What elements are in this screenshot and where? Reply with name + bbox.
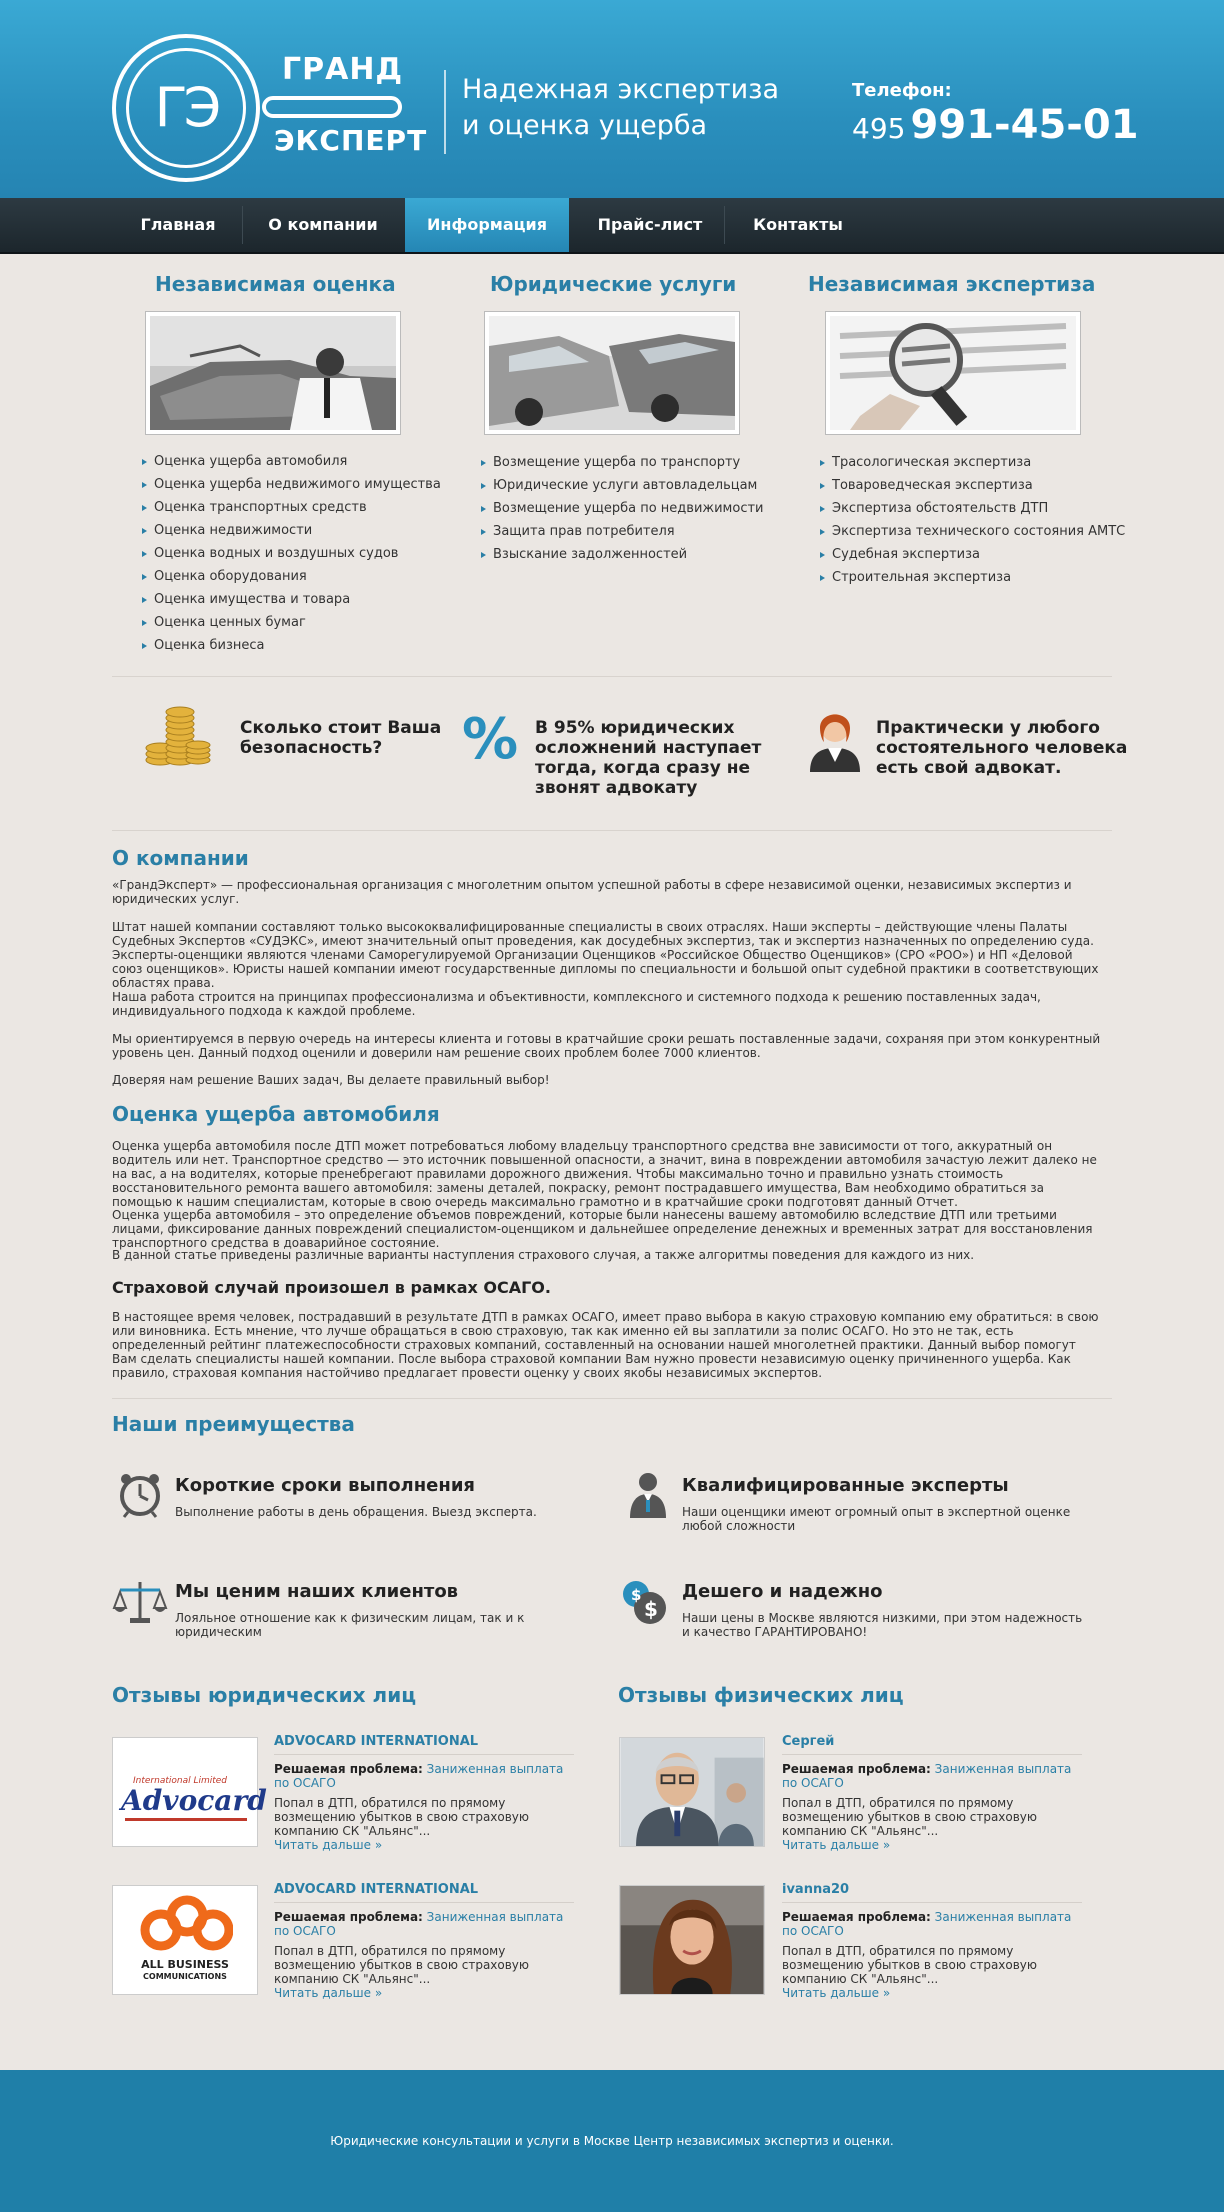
car-damage-inspection-image — [150, 316, 396, 430]
promo-line: Сколько стоит Ваша — [240, 718, 442, 738]
abc-logo-mark — [139, 1894, 233, 1954]
list-item[interactable]: Экспертиза обстоятельств ДТП — [818, 497, 1125, 520]
promo-text-security — [240, 718, 441, 758]
list-item[interactable]: Оценка водных и воздушных судов — [140, 542, 441, 565]
nav-item-info[interactable]: Информация — [405, 198, 569, 252]
list-item[interactable]: Оценка недвижимости — [140, 519, 441, 542]
nav-item-home[interactable]: Главная — [140, 215, 216, 234]
site-header — [0, 0, 1224, 198]
man-photo-image — [620, 1738, 764, 1846]
logo[interactable] — [112, 34, 428, 184]
advocard-logo-text: Advocard — [121, 1784, 267, 1817]
advantage-desc-line: юридическим — [175, 1625, 262, 1639]
nav-separator — [242, 206, 243, 244]
advantage-desc — [682, 1611, 1082, 1639]
review-name[interactable]: Сергей — [782, 1734, 835, 1749]
abc-logo[interactable] — [112, 1885, 258, 1995]
list-item[interactable]: Товароведческая экспертиза — [818, 474, 1125, 497]
list-item[interactable]: Оценка ущерба автомобиля — [140, 450, 441, 473]
coins-money-icon — [620, 1578, 668, 1626]
car-collision-image — [489, 316, 735, 430]
reviews-private-title: Отзывы физических лиц — [618, 1683, 904, 1707]
list-item[interactable]: Взыскание задолженностей — [479, 543, 764, 566]
list-item[interactable]: Возмещение ущерба по транспорту — [479, 451, 764, 474]
review-name[interactable]: ADVOCARD INTERNATIONAL — [274, 1734, 479, 1749]
list-item[interactable]: Трасологическая экспертиза — [818, 451, 1125, 474]
lawyer-avatar-icon — [806, 704, 864, 772]
promo-line: Практически у любого — [876, 718, 1100, 738]
advantage-desc — [175, 1611, 524, 1639]
advocard-logo-underline — [125, 1818, 247, 1821]
review-name[interactable]: ivanna20 — [782, 1882, 850, 1897]
about-paragraph: «ГрандЭксперт» — профессиональная организация с многолетним опытом успешной работы в сфере независимой оценки, независимых экспертиз и юридических услуг. — [112, 878, 1072, 906]
service-list-valuation — [140, 450, 441, 657]
list-item[interactable]: Оценка оборудования — [140, 565, 441, 588]
promo-text-lawyer — [876, 718, 1127, 778]
osago-paragraph: В настоящее время человек, пострадавший в результате ДТП в рамках ОСАГО, имеет право выбора в какую страховую компанию ему обратиться: в свою или виновника. Есть мнение, что лучше обращаться в свою страховую, так как именно ей вы заплатили за полис ОСАГО. Но это не так, есть определенный рейтинг платежеспособности страховых компаний, составленный на основании нашей многолетней практики. Данный выбор помогут Вам сделать специалисты нашей компании. После выбора страховой компании Вам нужно провести независимую оценку причиненного ущерба. Как правило, страховая компания настойчиво предлагает провести оценку у своих якобы независимых экспертов. — [112, 1310, 1099, 1380]
advantages-title: Наши преимущества — [112, 1412, 355, 1436]
read-more-link[interactable]: Читать дальше » — [782, 1986, 891, 2000]
advantage-desc — [175, 1505, 537, 1519]
advantage-desc-line: любой сложности — [682, 1519, 796, 1533]
phone[interactable] — [852, 102, 1139, 148]
car-damage-title: Оценка ущерба автомобиля — [112, 1102, 440, 1126]
advantage-title: Квалифицированные эксперты — [682, 1475, 1009, 1496]
advantage-title: Мы ценим наших клиентов — [175, 1581, 459, 1602]
list-item[interactable]: Оценка транспортных средств — [140, 496, 441, 519]
review-problem — [782, 1762, 1082, 1790]
read-more-link[interactable]: Читать дальше » — [274, 1986, 383, 2000]
advantage-title: Короткие сроки выполнения — [175, 1475, 475, 1496]
list-item[interactable]: Оценка бизнеса — [140, 634, 441, 657]
about-paragraph: Наша работа строится на принципах профессионализма и объективности, комплексного и системного подхода к решению поставленных задач, индивидуального подхода к каждой проблеме. — [112, 990, 1041, 1018]
review-name[interactable]: ADVOCARD INTERNATIONAL — [274, 1882, 479, 1897]
abc-logo-line1: ALL BUSINESS — [141, 1958, 229, 1971]
osago-subtitle: Страховой случай произошел в рамках ОСАГО. — [112, 1278, 551, 1297]
magnifier-tire-tracks-image — [830, 316, 1076, 430]
promo-line: В 95% юридических — [535, 718, 735, 738]
divider — [112, 676, 1112, 677]
advocard-logo[interactable] — [112, 1737, 267, 1847]
man-photo[interactable] — [619, 1737, 765, 1847]
scales-icon — [112, 1578, 168, 1626]
review-problem-label: Решаемая проблема: — [782, 1910, 931, 1924]
review-divider — [782, 1754, 1082, 1755]
coins-icon — [140, 696, 214, 770]
review-divider — [274, 1902, 574, 1903]
review-problem-link[interactable]: Заниженная выплата по ОСАГО — [782, 1910, 1072, 1938]
review-problem-label: Решаемая проблема: — [782, 1762, 931, 1776]
logo-bar — [262, 96, 402, 118]
car-damage-paragraph: В данной статье приведены различные варианты наступления страхового случая, а также алгоритмы поведения для каждого из них. — [112, 1248, 975, 1262]
nav-item-contacts[interactable]: Контакты — [753, 215, 843, 234]
reviews-legal-title: Отзывы юридических лиц — [112, 1683, 417, 1707]
divider — [112, 830, 1112, 831]
review-problem — [274, 1762, 574, 1790]
promo-line: безопасность? — [240, 738, 383, 758]
woman-photo-image — [620, 1886, 764, 1994]
promo-line: состоятельного человека — [876, 738, 1128, 758]
promo-line: осложнений наступает — [535, 738, 762, 758]
site-footer — [0, 2070, 1224, 2212]
tagline — [462, 72, 779, 144]
advocard-logo-subtitle: International Limited — [133, 1776, 228, 1786]
review-problem — [274, 1910, 574, 1938]
advantage-title: Дешего и надежно — [682, 1581, 883, 1602]
review-divider — [782, 1902, 1082, 1903]
advantage-desc — [682, 1505, 1070, 1533]
list-item[interactable]: Оценка имущества и товара — [140, 588, 441, 611]
logo-letters: ГЭ — [126, 48, 246, 168]
about-paragraph: Мы ориентируемся в первую очередь на интересы клиента и готовы в кратчайшие сроки решать поставленные задачи, сохраняя при этом конкурентный уровень цен. Данный подход оценили и доверили нам решение своих проблем более 7000 клиентов. — [112, 1032, 1101, 1060]
tagline-line-2: и оценка ущерба — [462, 110, 708, 141]
nav-separator — [724, 206, 725, 244]
advantage-desc-line: Выполнение работы в день обращения. Выезд эксперта. — [175, 1505, 537, 1519]
advantage-desc-line: Наши оценщики имеют огромный опыт в экспертной оценке — [682, 1505, 1071, 1519]
list-item[interactable]: Оценка ущерба недвижимого имущества — [140, 473, 441, 496]
divider — [112, 1398, 1112, 1399]
percent-icon: % — [462, 707, 519, 772]
tagline-line-1: Надежная экспертиза — [462, 74, 780, 105]
phone-label: Телефон: — [852, 80, 952, 101]
read-more-link[interactable]: Читать дальше » — [274, 1838, 383, 1852]
promo-line: есть свой адвокат. — [876, 758, 1062, 778]
list-item[interactable]: Экспертиза технического состояния АМТС — [818, 520, 1125, 543]
svg-text:$: $ — [631, 1586, 642, 1604]
review-problem-link[interactable]: Заниженная выплата по ОСАГО — [274, 1762, 564, 1790]
footer-text: Юридические консультации и услуги в Москве Центр независимых экспертиз и оценки. — [330, 2134, 894, 2148]
service-image-magnifier[interactable] — [825, 311, 1081, 435]
main-nav — [0, 198, 1224, 254]
list-item[interactable]: Судебная экспертиза — [818, 543, 1125, 566]
svg-text:$: $ — [644, 1597, 658, 1621]
service-list-expertise — [818, 451, 1125, 589]
review-problem-label: Решаемая проблема: — [274, 1762, 423, 1776]
list-item[interactable]: Строительная экспертиза — [818, 566, 1125, 589]
car-damage-paragraph: Оценка ущерба автомобиля – это определение объемов повреждений, которые были нанесены вашему автомобилю вследствие ДТП или третьими лицами, фиксирование данных повреждений специалистом-оценщиком и дальнейшее определение денежных и временных затрат для восстановления транспортного средства в доаварийное состояние. — [112, 1208, 1093, 1250]
review-problem-label: Решаемая проблема: — [274, 1910, 423, 1924]
review-text: Попал в ДТП, обратился по прямому возмещению убытков в свою страховую компанию СК "Альянс"... — [274, 1796, 530, 1838]
car-damage-paragraph: Оценка ущерба автомобиля после ДТП может потребоваться любому владельцу транспортного средства вне зависимости от того, аккуратный он водитель или нет. Транспортное средство — это источник повышенной опасности, а значит, вина в повреждении автомобиля зачастую лежит далеко не на вас, а на водителях, которые пренебрегают правилами дорожного движения. Чтобы максимально точно и правильно узнать стоимость восстановительного ремонта вашего автомобиля: замены деталей, покраску, ремонт пострадавшего имущества, Вам необходимо обратиться за помощью к нашим специалистам, которые в свою очередь максимально грамотно и в кратчайшие сроки подготовят данный Отчет. — [112, 1139, 1097, 1209]
advantage-desc-line: и качество ГАРАНТИРОВАНО! — [682, 1625, 868, 1639]
logo-word-grand: ГРАНД — [282, 52, 404, 87]
list-item[interactable]: Защита прав потребителя — [479, 520, 764, 543]
promo-line: тогда, когда сразу не — [535, 758, 751, 778]
clock-icon — [116, 1470, 164, 1518]
promo-line: звонят адвокату — [535, 778, 698, 798]
promo-text-lawyer-stat — [535, 718, 761, 798]
advantage-desc-line: Наши цены в Москве являются низкими, при этом надежность — [682, 1611, 1083, 1625]
read-more-link[interactable]: Читать дальше » — [782, 1838, 891, 1852]
review-problem — [782, 1910, 1082, 1938]
about-title: О компании — [112, 846, 249, 870]
logo-word-expert: ЭКСПЕРТ — [274, 124, 428, 157]
header-divider — [444, 70, 446, 154]
review-text: Попал в ДТП, обратился по прямому возмещению убытков в свою страховую компанию СК "Альянс"... — [782, 1796, 1038, 1838]
about-paragraph: Штат нашей компании составляют только высококвалифицированные специалисты в своих отраслях. Наши эксперты – действующие члены Палаты Судебных Экспертов «СУДЭКС», имеют значительный опыт проведения, как досудебных экспертиз, так и экспертиз назначенных по определению суда. Эксперты-оценщики являются членами Саморегулируемой Организации Оценщиков «Российское Общество Оценщиков» (СРО «РОО») и НП «Деловой союз оценщиков». Юристы нашей компании имеют государственные дипломы по специальности и большой опыт судебной практики в соответствующих областях права. — [112, 920, 1099, 990]
expert-icon — [624, 1470, 672, 1518]
nav-item-about[interactable]: О компании — [268, 215, 378, 234]
review-text: Попал в ДТП, обратился по прямому возмещению убытков в свою страховую компанию СК "Альянс"... — [782, 1944, 1038, 1986]
phone-code: 495 — [852, 112, 906, 145]
review-problem-link[interactable]: Заниженная выплата по ОСАГО — [782, 1762, 1072, 1790]
list-item[interactable]: Оценка ценных бумаг — [140, 611, 441, 634]
service-title-expertise[interactable]: Независимая экспертиза — [808, 272, 1096, 296]
review-problem-link[interactable]: Заниженная выплата по ОСАГО — [274, 1910, 564, 1938]
advantage-desc-line: Лояльное отношение как к физическим лицам, так и к — [175, 1611, 525, 1625]
list-item[interactable]: Юридические услуги автовладельцам — [479, 474, 764, 497]
review-text: Попал в ДТП, обратился по прямому возмещению убытков в свою страховую компанию СК "Альянс"... — [274, 1944, 530, 1986]
abc-logo-line2: COMMUNICATIONS — [143, 1972, 227, 1981]
service-list-legal — [479, 451, 764, 566]
list-item[interactable]: Возмещение ущерба по недвижимости — [479, 497, 764, 520]
about-paragraph: Доверяя нам решение Ваших задач, Вы делаете правильный выбор! — [112, 1073, 550, 1087]
service-title-valuation[interactable]: Независимая оценка — [155, 272, 396, 296]
review-divider — [274, 1754, 574, 1755]
service-image-car-damage[interactable] — [145, 311, 401, 435]
service-title-legal[interactable]: Юридические услуги — [490, 272, 737, 296]
logo-outer-ring — [112, 34, 260, 182]
nav-item-prices[interactable]: Прайс-лист — [597, 215, 703, 234]
service-image-collision[interactable] — [484, 311, 740, 435]
woman-photo[interactable] — [619, 1885, 765, 1995]
phone-number: 991-45-01 — [910, 102, 1139, 148]
